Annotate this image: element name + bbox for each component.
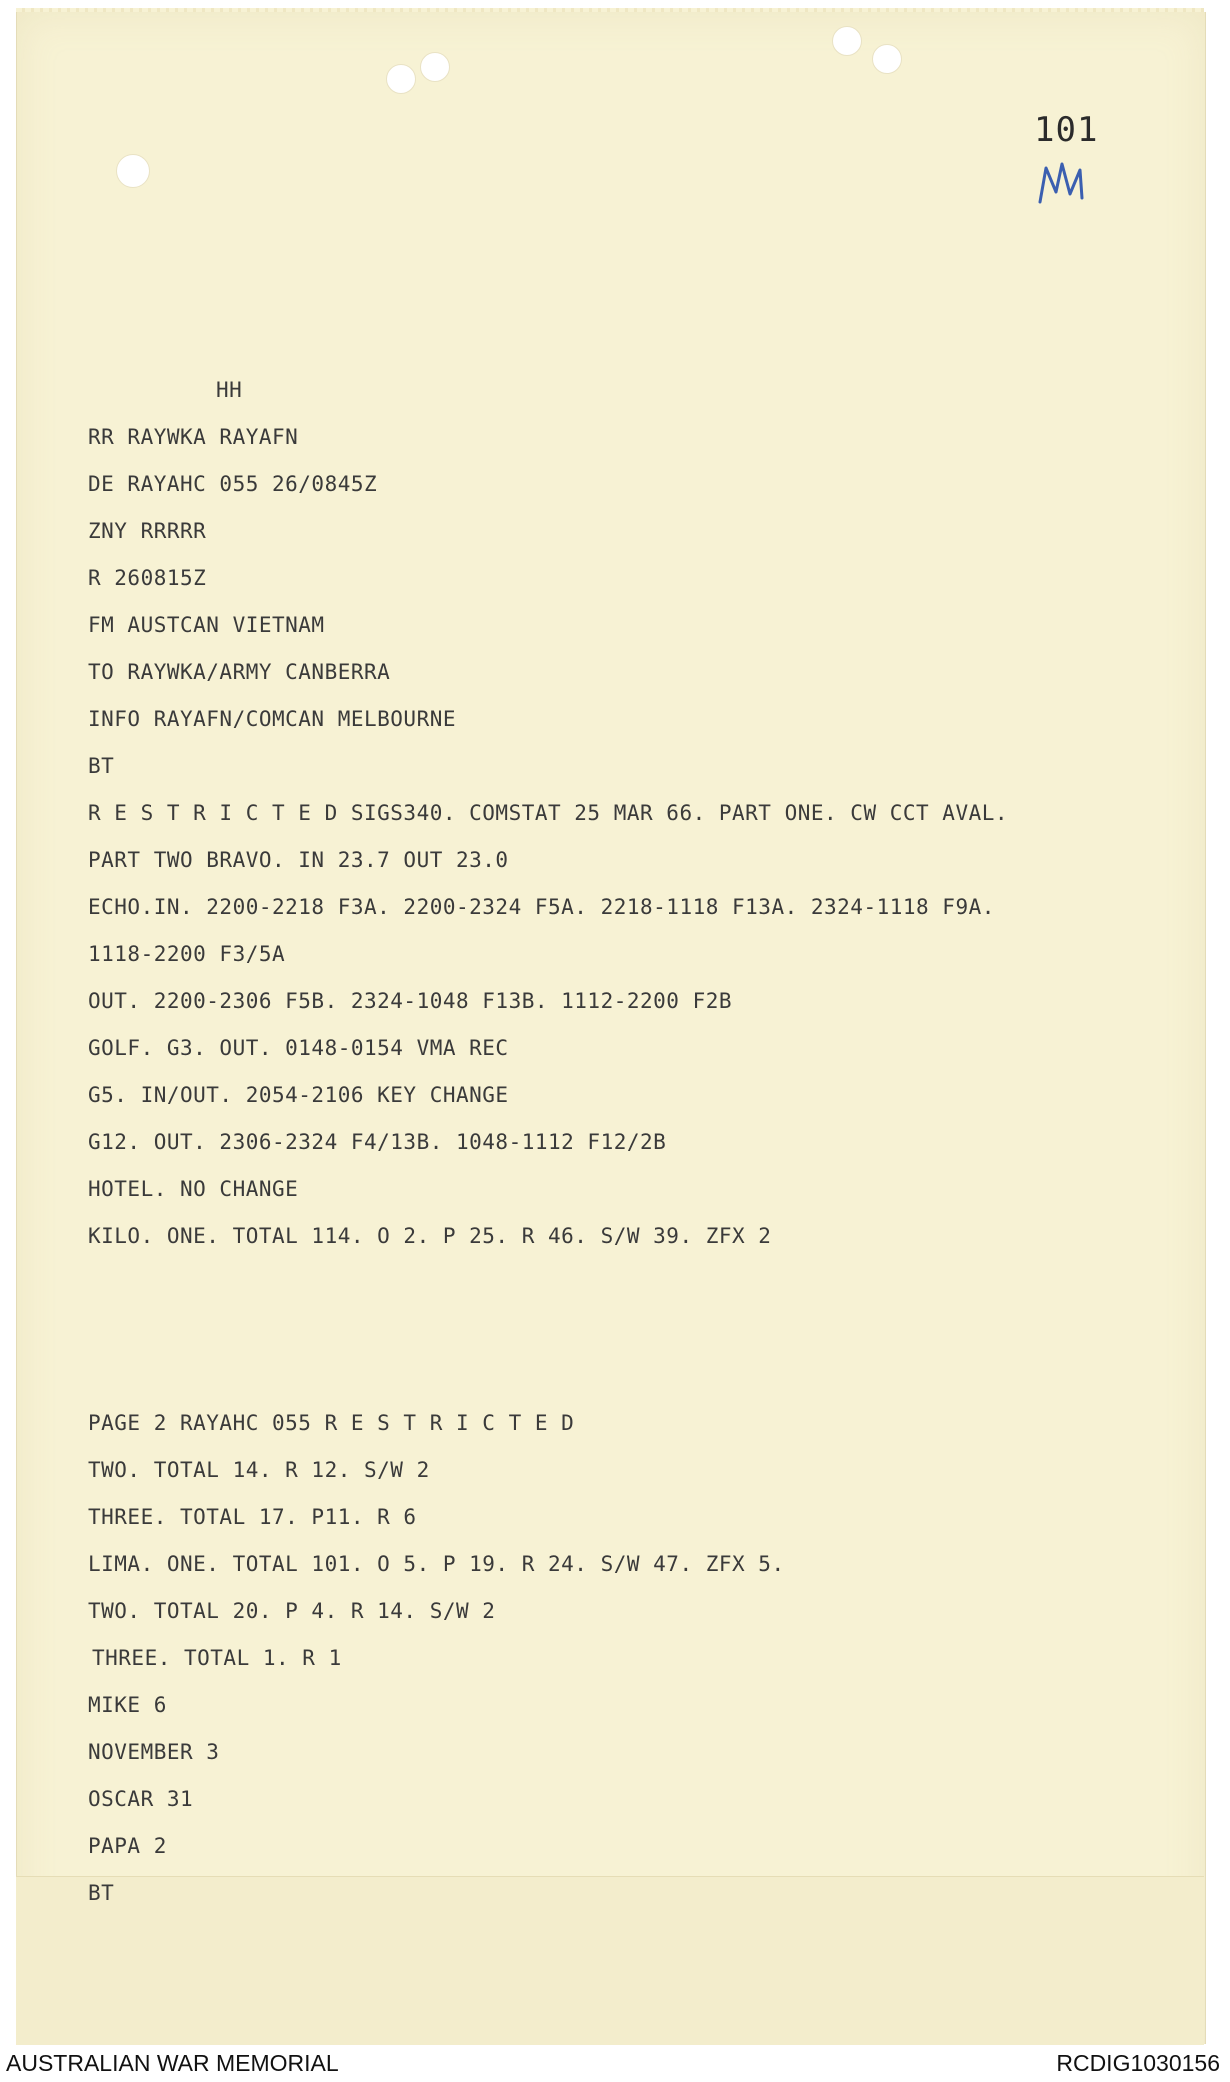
telex-line-22: THREE. TOTAL 17. P11. R 6 xyxy=(88,1505,417,1529)
telex-line-18: HOTEL. NO CHANGE xyxy=(88,1177,299,1201)
telex-line-9: BT xyxy=(88,754,115,778)
telex-line-16: G5. IN/OUT. 2054-2106 KEY CHANGE xyxy=(88,1083,509,1107)
telex-line-5: R 260815Z xyxy=(88,566,207,590)
telex-line-17: G12. OUT. 2306-2324 F4/13B. 1048-1112 F12/2B xyxy=(88,1130,667,1154)
telex-line-8: INFO RAYAFN/COMCAN MELBOURNE xyxy=(88,707,457,731)
punch-hole xyxy=(116,154,150,188)
page-number: 101 xyxy=(1034,110,1099,150)
telex-line-15: GOLF. G3. OUT. 0148-0154 VMA REC xyxy=(88,1036,509,1060)
telex-line-23: LIMA. ONE. TOTAL 101. O 5. P 19. R 24. S/W 47. ZFX 5. xyxy=(88,1552,785,1576)
telex-line-26: MIKE 6 xyxy=(88,1693,167,1717)
paper-fold xyxy=(16,1876,1204,2045)
telex-line-14: OUT. 2200-2306 F5B. 2324-1048 F13B. 1112-2200 F2B xyxy=(88,989,733,1013)
punch-hole xyxy=(386,64,416,94)
telex-line-2: RR RAYWKA RAYAFN xyxy=(88,425,299,449)
telex-line-28: OSCAR 31 xyxy=(88,1787,194,1811)
telex-line-25: THREE. TOTAL 1. R 1 xyxy=(92,1646,342,1670)
telex-line-6: FM AUSTCAN VIETNAM xyxy=(88,613,325,637)
telex-line-3: DE RAYAHC 055 26/0845Z xyxy=(88,472,378,496)
punch-hole xyxy=(420,52,450,82)
telex-line-10: R E S T R I C T E D SIGS340. COMSTAT 25 MAR 66. PART ONE. CW CCT AVAL. xyxy=(88,801,1009,825)
telex-line-24: TWO. TOTAL 20. P 4. R 14. S/W 2 xyxy=(88,1599,496,1623)
telex-line-27: NOVEMBER 3 xyxy=(88,1740,220,1764)
telex-line-1: HH xyxy=(216,378,243,402)
telex-line-29: PAPA 2 xyxy=(88,1834,167,1858)
telex-line-11: PART TWO BRAVO. IN 23.7 OUT 23.0 xyxy=(88,848,509,872)
punch-hole xyxy=(832,26,862,56)
telex-line-20: PAGE 2 RAYAHC 055 R E S T R I C T E D xyxy=(88,1411,575,1435)
telex-line-12: ECHO.IN. 2200-2218 F3A. 2200-2324 F5A. 2218-1118 F13A. 2324-1118 F9A. xyxy=(88,895,995,919)
telex-line-7: TO RAYWKA/ARMY CANBERRA xyxy=(88,660,391,684)
punch-hole xyxy=(872,44,902,74)
telex-line-21: TWO. TOTAL 14. R 12. S/W 2 xyxy=(88,1458,430,1482)
footer-institution: AUSTRALIAN WAR MEMORIAL xyxy=(6,2050,339,2076)
telex-line-13: 1118-2200 F3/5A xyxy=(88,942,286,966)
telex-line-30: BT xyxy=(88,1881,115,1905)
footer-record-id: RCDIG1030156 xyxy=(1056,2050,1220,2076)
telex-line-19: KILO. ONE. TOTAL 114. O 2. P 25. R 46. S/W 39. ZFX 2 xyxy=(88,1224,772,1248)
handwritten-initials xyxy=(1036,158,1086,208)
telex-line-4: ZNY RRRRR xyxy=(88,519,207,543)
